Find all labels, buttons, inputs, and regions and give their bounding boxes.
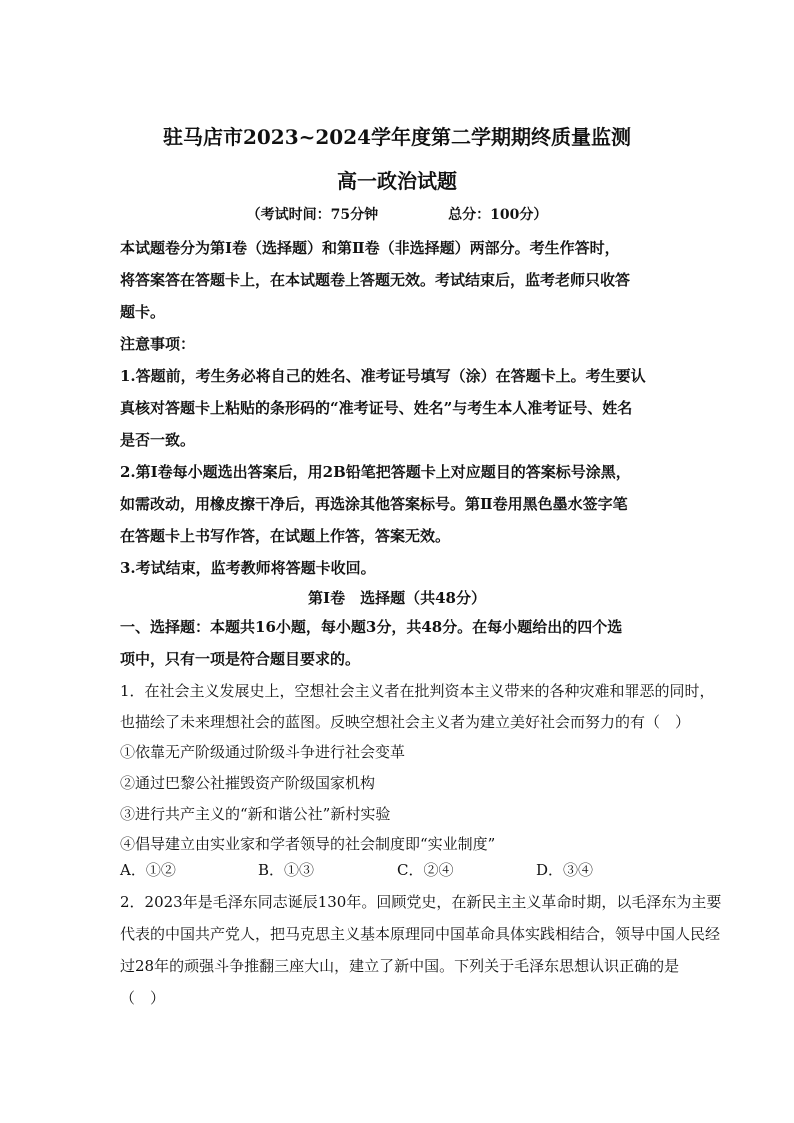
notice-line: 真核对答题卡上粘贴的条形码的“准考证号、姓名”与考生本人准考证号、姓名 (120, 399, 633, 417)
question-1-stem: 也描绘了未来理想社会的蓝图。反映空想社会主义者为建立美好社会而努力的有（ ） (120, 713, 691, 731)
exam-info (0, 205, 794, 225)
option-a: A．①② (120, 861, 176, 879)
notice-line: 如需改动，用橡皮擦干净后，再选涂其他答案标号。第Ⅱ卷用黑色墨水签字笔 (120, 495, 628, 513)
question-1-stem: 1．在社会主义发展史上，空想社会主义者在批判资本主义带来的各种灾难和罪恶的同时， (120, 682, 715, 700)
document-subtitle: 高一政治试题 (337, 169, 457, 193)
intro-line: 本试题卷分为第Ⅰ卷（选择题）和第Ⅱ卷（非选择题）两部分。考生作答时， (120, 239, 620, 257)
option-c: C．②④ (397, 861, 454, 879)
section-instruction: 一、选择题：本题共16小题，每小题3分，共48分。在每小题给出的四个选 (120, 618, 623, 636)
notice-line: 3.考试结束，监考教师将答题卡收回。 (120, 559, 376, 577)
notice-heading: 注意事项： (120, 335, 196, 353)
question-2-stem: 2．2023年是毛泽东同志诞辰130年。回顾党史，在新民主主义革命时期，以毛泽东为主要 (120, 893, 722, 911)
question-1-item: ④倡导建立由实业家和学者领导的社会制度即“实业制度” (120, 835, 496, 853)
notice-line: 2.第Ⅰ卷每小题选出答案后，用2B铅笔把答题卡上对应题目的答案标号涂黑， (120, 463, 631, 481)
intro-line: 将答案答在答题卡上，在本试题卷上答题无效。考试结束后，监考老师只收答 (120, 271, 631, 289)
notice-line: 在答题卡上书写作答，在试题上作答，答案无效。 (120, 527, 451, 545)
question-2-stem: 过28年的顽强斗争推翻三座大山，建立了新中国。下列关于毛泽东思想认识正确的是 (120, 957, 680, 975)
total-score: 总分：100分） (448, 207, 548, 223)
notice-line: 是否一致。 (120, 431, 196, 449)
option-d: D．③④ (536, 861, 594, 879)
intro-line: 题卡。 (120, 303, 166, 321)
document-title: 驻马店市2023~2024学年度第二学期期终质量监测 (162, 125, 632, 149)
question-1-item: ②通过巴黎公社摧毁资产阶级国家机构 (120, 774, 376, 792)
option-b: B．①③ (258, 861, 315, 879)
question-1-item: ③进行共产主义的“新和谐公社”新村实验 (120, 805, 391, 823)
question-2-stem: 代表的中国共产党人，把马克思主义基本原理同中国革命具体实践相结合，领导中国人民经 (120, 925, 721, 943)
section-instruction: 项中，只有一项是符合题目要求的。 (120, 650, 361, 668)
question-1-item: ①依靠无产阶级通过阶级斗争进行社会变革 (120, 743, 406, 761)
question-2-stem: （ ） (120, 989, 166, 1007)
exam-time: （考试时间：75分钟 (246, 207, 379, 223)
section-heading: 第Ⅰ卷 选择题（共48分） (308, 589, 486, 607)
notice-line: 1.答题前，考生务必将自己的姓名、准考证号填写（涂）在答题卡上。考生要认 (120, 367, 646, 385)
